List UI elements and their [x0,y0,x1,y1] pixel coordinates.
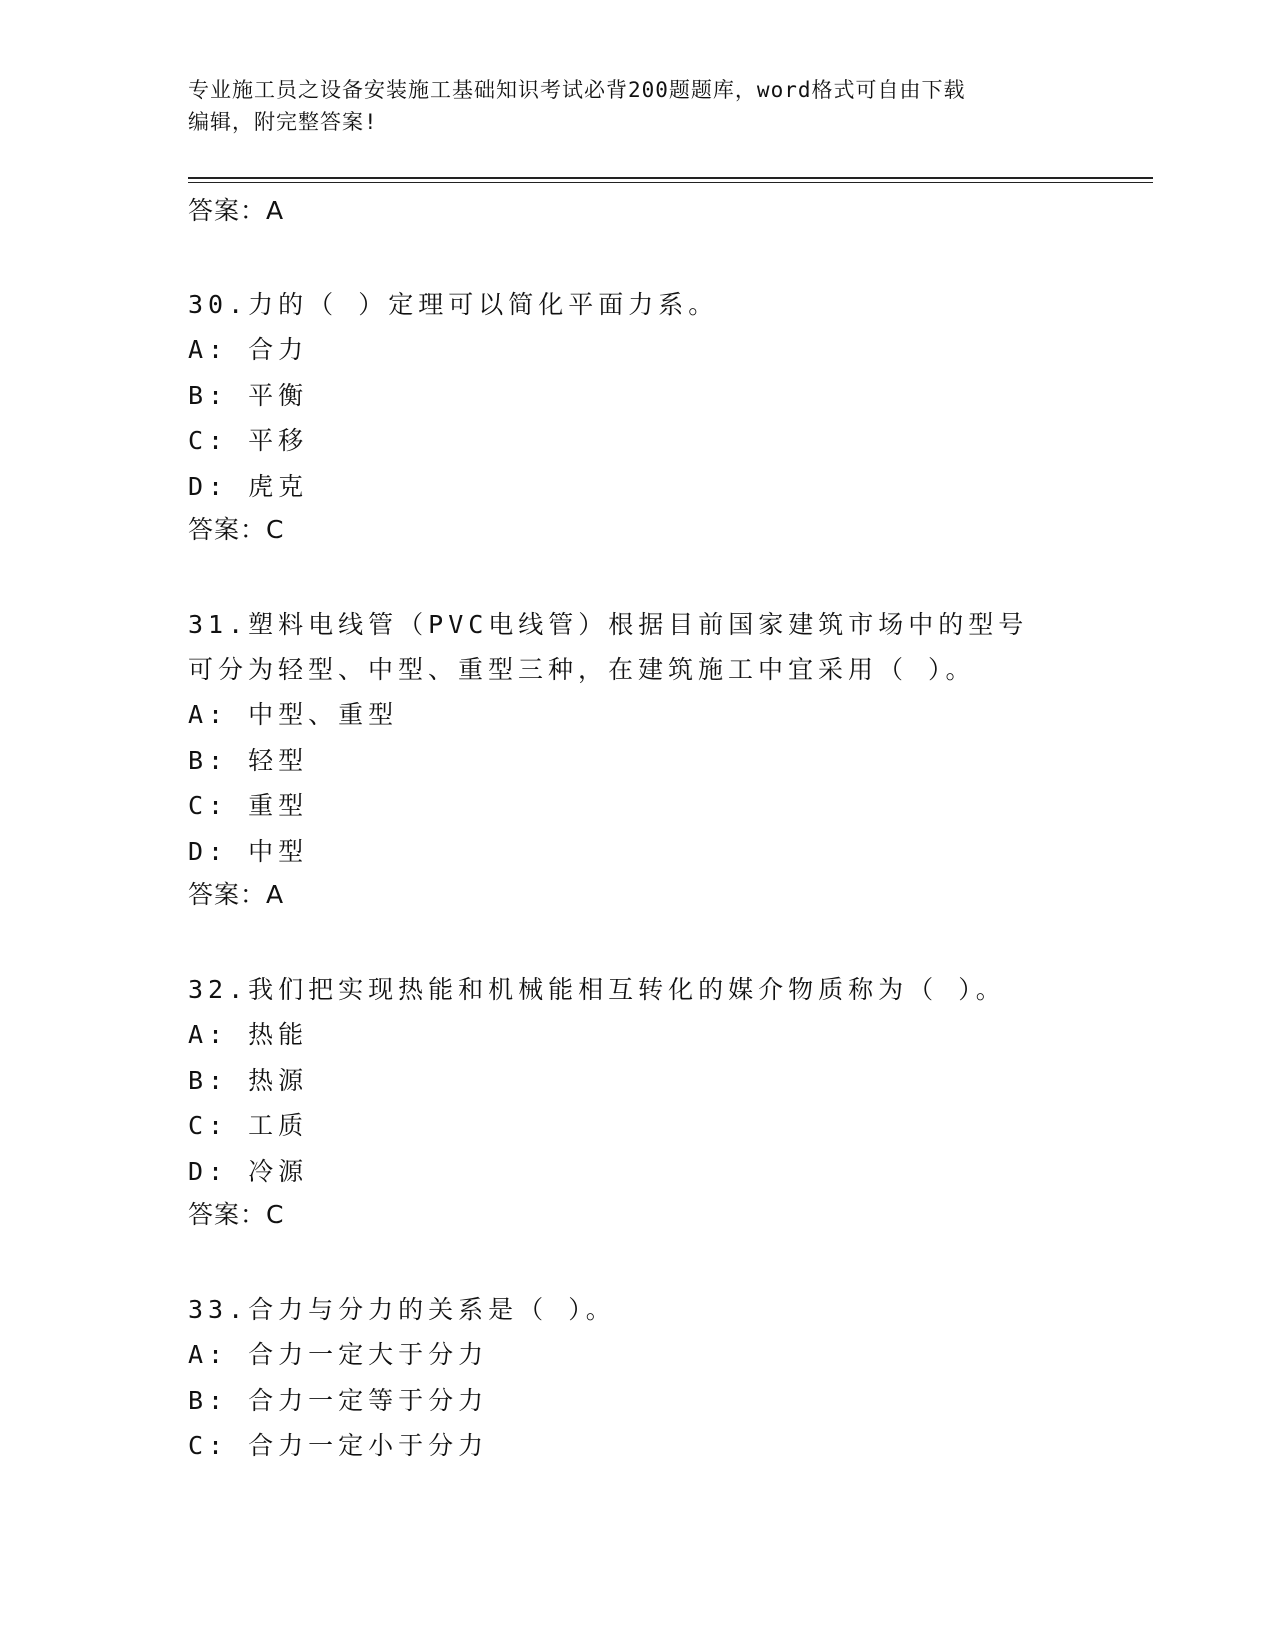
answer-line: 答案：A [188,880,285,909]
question-text: 30.力的（ ）定理可以简化平面力系。 [188,290,719,319]
option-c: C: 合力一定小于分力 [188,1431,489,1460]
option-c: C: 重型 [188,791,309,820]
answer-line: 答案：A [188,196,285,225]
option-b: B: 热源 [188,1065,309,1095]
question-30 [188,282,1088,551]
option-d: D: 冷源 [188,1156,309,1186]
option-d: D: 虎克 [188,471,309,501]
question-text: 31.塑料电线管（PVC电线管）根据目前国家建筑市场中的型号可分为轻型、中型、重型三种，在建筑施工中宜采用（ ）。 [188,610,1029,684]
question-32 [188,967,1088,1236]
option-b: B: 平衡 [188,380,309,410]
header-line-1: 专业施工员之设备安装施工基础知识考试必背200题题库，word格式可自由下载 [188,78,966,102]
header-line-2: 编辑，附完整答案! [188,110,378,134]
option-d: D: 中型 [188,836,309,866]
answer-line: 答案：C [188,515,285,544]
header-rule-thin [188,182,1153,183]
option-c: C: 工质 [188,1111,309,1140]
option-b: B: 合力一定等于分力 [188,1385,489,1415]
question-text: 33.合力与分力的关系是（ ）。 [188,1295,616,1324]
option-c: C: 平移 [188,426,309,455]
option-a: A: 中型、重型 [188,700,399,729]
option-b: B: 轻型 [188,745,309,775]
page-header [188,74,1068,138]
document-body [188,190,1088,1520]
answer-line: 答案：C [188,1200,285,1229]
question-text: 32.我们把实现热能和机械能相互转化的媒介物质称为（ ）。 [188,975,1006,1004]
option-a: A: 合力 [188,335,309,364]
option-a: A: 合力一定大于分力 [188,1340,489,1369]
question-31 [188,602,1088,916]
option-a: A: 热能 [188,1020,309,1049]
header-rule-thick [188,177,1153,179]
question-33 [188,1287,1088,1469]
